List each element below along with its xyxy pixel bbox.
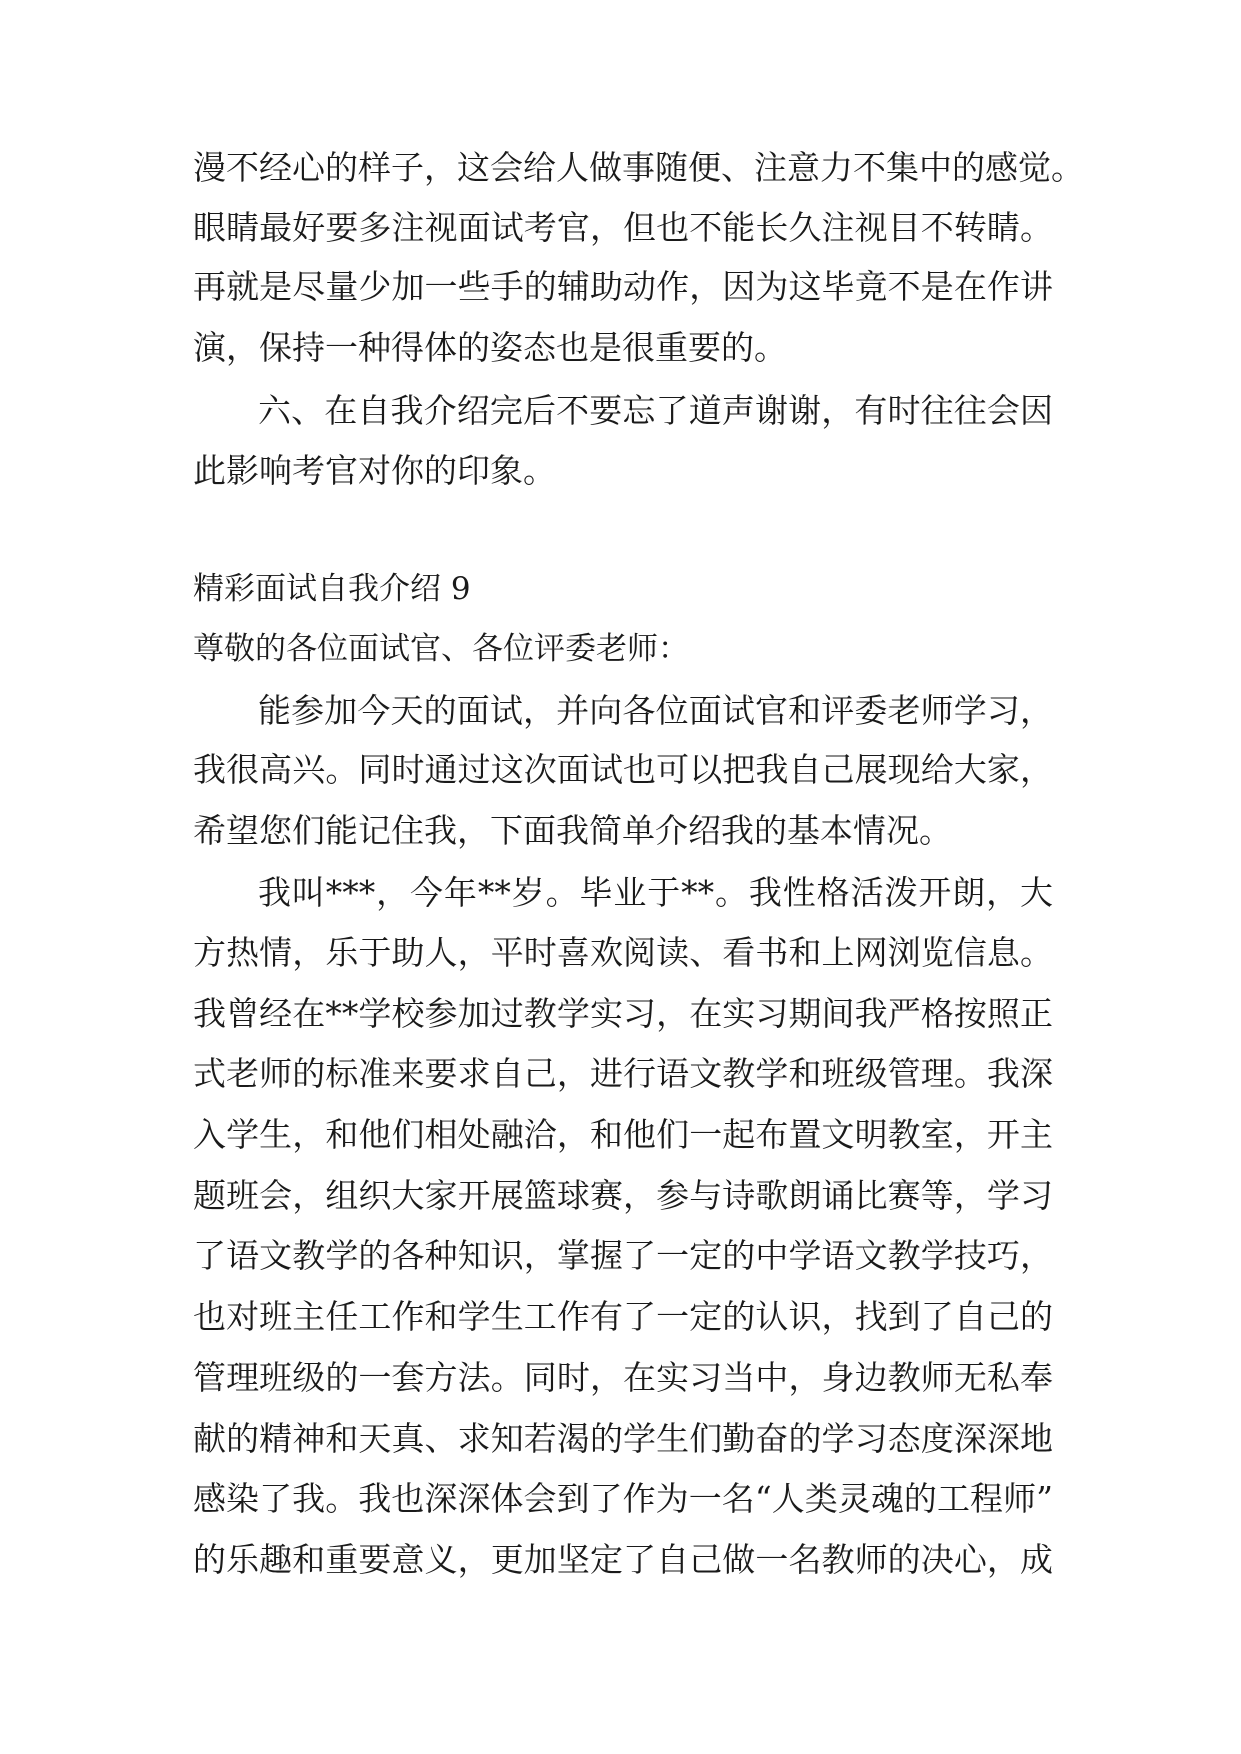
text-line: 漫不经心的样子，这会给人做事随便、注意力不集中的感觉。 [193, 148, 1084, 187]
text-line: 此影响考官对你的印象。 [193, 451, 556, 490]
text-line: 希望您们能记住我，下面我简单介绍我的基本情况。 [193, 811, 952, 850]
text-line: 演，保持一种得体的姿态也是很重要的。 [193, 328, 787, 367]
text-line: 入学生，和他们相处融洽，和他们一起布置文明教室，开主 [193, 1115, 1053, 1154]
text-line: 式老师的标准来要求自己，进行语文教学和班级管理。我深 [193, 1054, 1053, 1093]
text-line: 再就是尽量少加一些手的辅助动作，因为这毕竟不是在作讲 [193, 267, 1053, 306]
text-line: 眼睛最好要多注视面试考官，但也不能长久注视目不转睛。 [193, 208, 1053, 247]
text-line: 了语文教学的各种知识，掌握了一定的中学语文教学技巧， [193, 1236, 1053, 1275]
text-line: 题班会，组织大家开展篮球赛，参与诗歌朗诵比赛等，学习 [193, 1176, 1053, 1215]
section-title: 精彩面试自我介绍 9 [193, 571, 471, 607]
text-line: 献的精神和天真、求知若渴的学生们勤奋的学习态度深深地 [193, 1419, 1053, 1458]
text-line: 我很高兴。同时通过这次面试也可以把我自己展现给大家， [193, 750, 1053, 789]
text-line: 我叫***，今年**岁。毕业于**。我性格活泼开朗，大 [258, 873, 1053, 912]
text-line: 我曾经在**学校参加过教学实习，在实习期间我严格按照正 [193, 994, 1053, 1033]
text-line: 方热情，乐于助人，平时喜欢阅读、看书和上网浏览信息。 [193, 933, 1053, 972]
text-line: 也对班主任工作和学生工作有了一定的认识，找到了自己的 [193, 1297, 1053, 1336]
text-line: 感染了我。我也深深体会到了作为一名“人类灵魂的工程师” [193, 1479, 1053, 1518]
text-line: 管理班级的一套方法。同时，在实习当中，身边教师无私奉 [193, 1358, 1053, 1397]
text-line: 能参加今天的面试，并向各位面试官和评委老师学习， [258, 691, 1053, 730]
salutation: 尊敬的各位面试官、各位评委老师： [193, 631, 689, 667]
text-line: 六、在自我介绍完后不要忘了道声谢谢，有时往往会因 [258, 391, 1053, 430]
text-line: 的乐趣和重要意义，更加坚定了自己做一名教师的决心，成 [193, 1540, 1053, 1579]
